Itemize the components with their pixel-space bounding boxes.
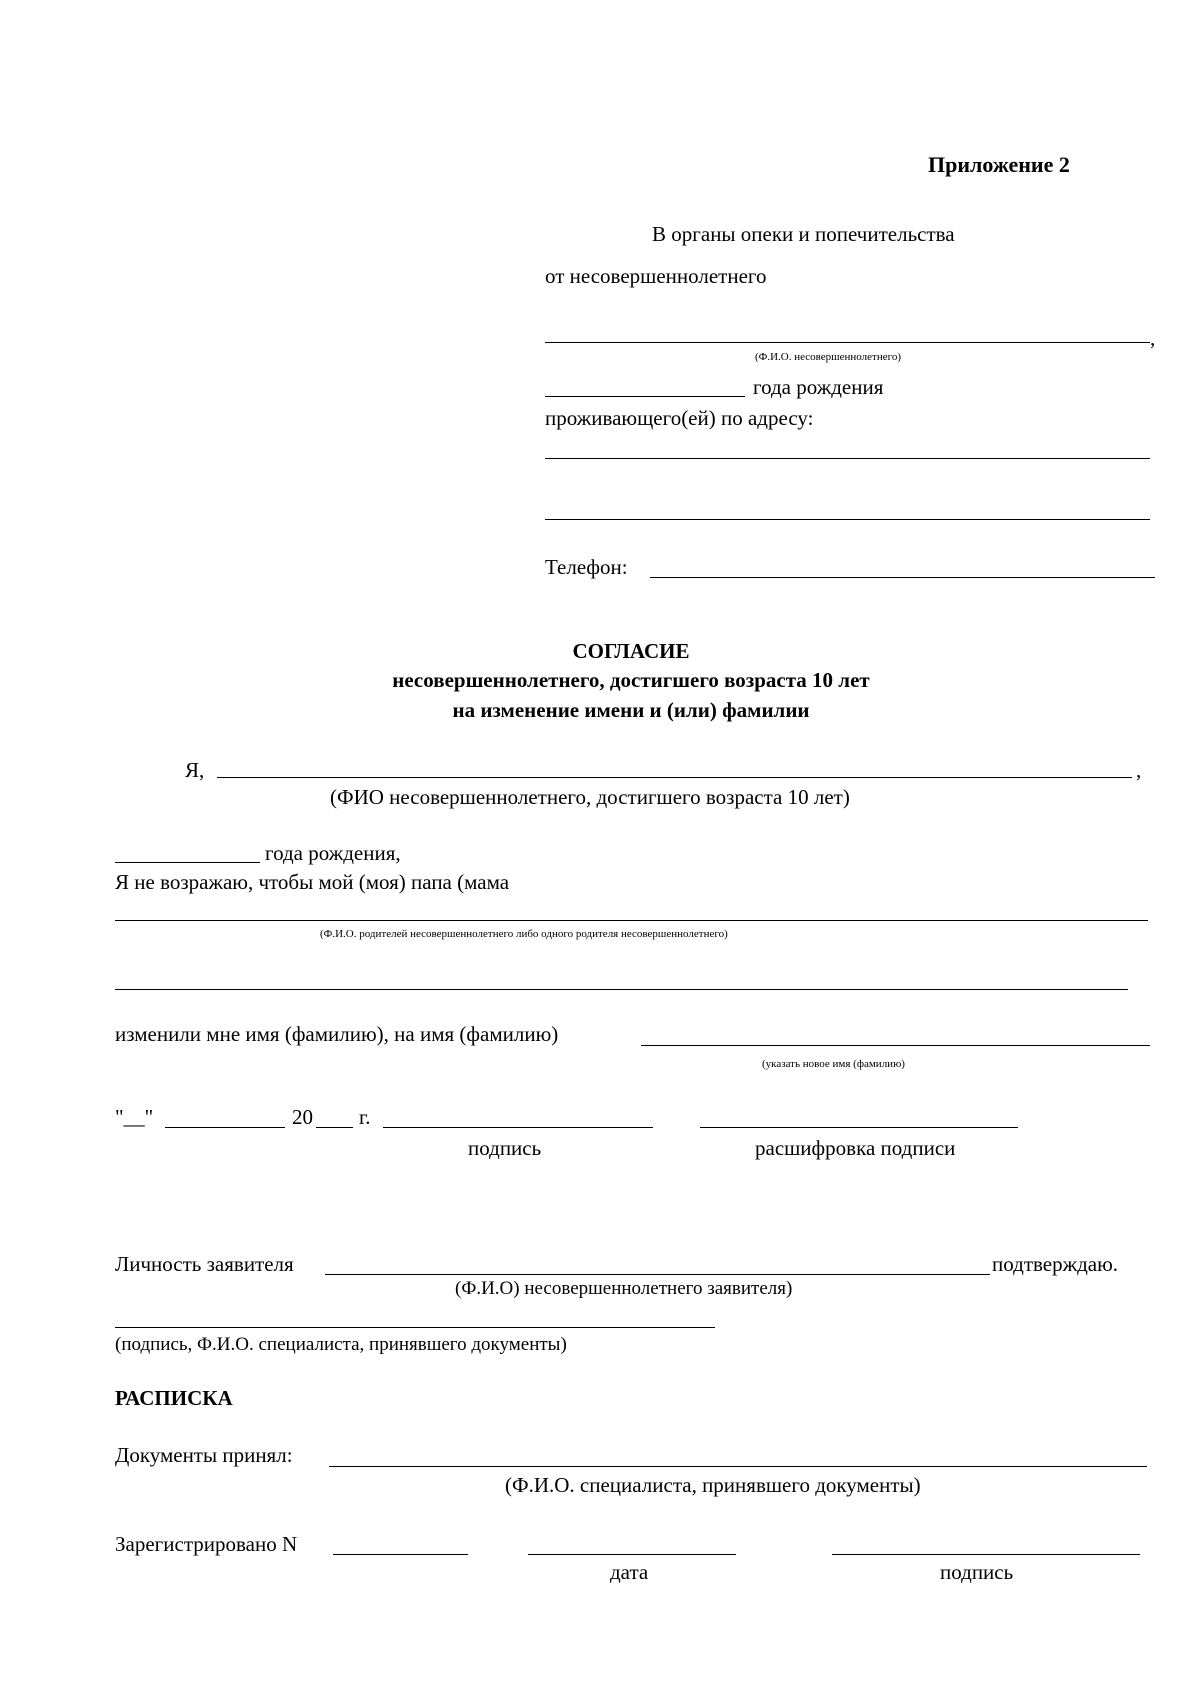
fio-line[interactable]: [217, 777, 1132, 778]
specialist-hint: (подпись, Ф.И.О. специалиста, принявшего документы): [115, 1334, 567, 1355]
receipt-title: РАСПИСКА: [115, 1386, 233, 1410]
identity-confirm: подтверждаю.: [992, 1252, 1119, 1276]
parents-line-2[interactable]: [115, 989, 1128, 990]
new-name-hint: (указать новое имя (фамилию): [762, 1058, 905, 1070]
registration-signature-line[interactable]: [832, 1554, 1140, 1555]
fio-comma: ,: [1136, 758, 1142, 782]
accepted-line[interactable]: [329, 1466, 1147, 1467]
date-year-suffix: г.: [359, 1105, 371, 1129]
birth-year-label: года рождения: [753, 375, 884, 399]
recipient-text: В органы опеки и попечительства: [652, 222, 955, 246]
date-year-line[interactable]: [316, 1127, 353, 1128]
specialist-line[interactable]: [115, 1327, 715, 1328]
date-month-line[interactable]: [165, 1127, 285, 1128]
document-subtitle-1: несовершеннолетнего, достигшего возраста 10 лет: [392, 668, 870, 692]
fio-minor-hint: (Ф.И.О. несовершеннолетнего): [755, 351, 902, 363]
signature-decode-line[interactable]: [700, 1127, 1018, 1128]
birth-year-line[interactable]: [545, 396, 745, 397]
fio-minor-line[interactable]: [545, 342, 1150, 343]
phone-label: Телефон:: [545, 555, 628, 579]
address-label: проживающего(ей) по адресу:: [545, 406, 814, 430]
no-objection-text: Я не возражаю, чтобы мой (моя) папа (мама: [115, 870, 510, 894]
signature-label: подпись: [468, 1136, 542, 1160]
i-label: Я,: [185, 758, 205, 782]
fio-hint: (ФИО несовершеннолетнего, достигшего возраста 10 лет): [330, 785, 850, 809]
parents-line[interactable]: [115, 920, 1148, 921]
identity-label: Личность заявителя: [115, 1252, 294, 1276]
identity-hint: (Ф.И.О) несовершеннолетнего заявителя): [455, 1278, 793, 1299]
document-title: СОГЛАСИЕ: [572, 639, 690, 663]
accepted-hint: (Ф.И.О. специалиста, принявшего документы): [505, 1473, 921, 1497]
document-subtitle-2: на изменение имени и (или) фамилии: [452, 698, 810, 722]
fio-minor-comma: ,: [1150, 326, 1156, 350]
registration-signature-label: подпись: [940, 1560, 1014, 1584]
date-year-prefix: 20: [292, 1105, 313, 1129]
parents-hint: (Ф.И.О. родителей несовершеннолетнего либо одного родителя несовершеннолетнего): [320, 928, 728, 940]
signature-line[interactable]: [383, 1127, 653, 1128]
address-line-1[interactable]: [545, 458, 1150, 459]
registered-label: Зарегистрировано N: [115, 1532, 298, 1556]
address-line-2[interactable]: [545, 519, 1150, 520]
accepted-label: Документы принял:: [115, 1443, 293, 1467]
date-day-quotes: "__": [115, 1105, 154, 1129]
registration-date-label: дата: [610, 1560, 649, 1584]
identity-line[interactable]: [325, 1274, 990, 1275]
appendix-label: Приложение 2: [928, 152, 1070, 177]
from-text: от несовершеннолетнего: [545, 264, 767, 288]
registration-number-line[interactable]: [333, 1554, 468, 1555]
birth-date-line[interactable]: [115, 862, 260, 863]
signature-decode-label: расшифровка подписи: [755, 1136, 956, 1160]
changed-text: изменили мне имя (фамилию), на имя (фамилию): [115, 1022, 559, 1046]
phone-line[interactable]: [650, 577, 1155, 578]
new-name-line[interactable]: [641, 1045, 1150, 1046]
birth-year-text: года рождения,: [265, 841, 401, 865]
registration-date-line[interactable]: [528, 1554, 736, 1555]
